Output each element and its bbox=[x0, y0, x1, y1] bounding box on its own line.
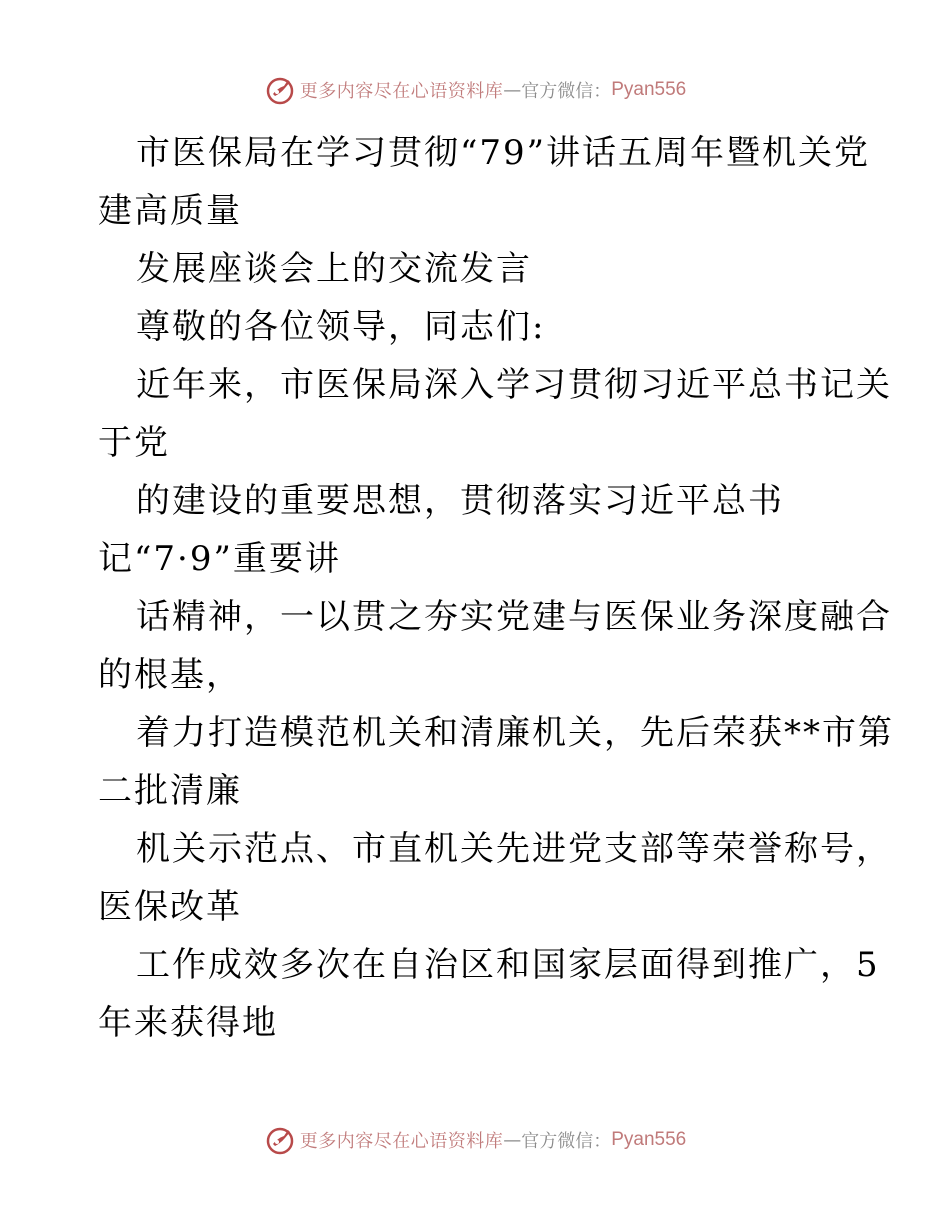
pen-logo-icon bbox=[264, 74, 296, 106]
watermark-main-text: 更多内容尽在心语资料库 bbox=[299, 81, 504, 102]
text-line: 着力打造模范机关和清廉机关，先后荣获**市第 bbox=[136, 713, 894, 753]
text-line: 发展座谈会上的交流发言 bbox=[136, 249, 532, 289]
watermark-dash: — bbox=[503, 1129, 522, 1151]
watermark-brand: Pyan556 bbox=[611, 1129, 687, 1150]
text-line: 机关示范点、市直机关先进党支部等荣誉称号， bbox=[136, 829, 892, 869]
text-line: 年来获得地 bbox=[98, 1003, 278, 1043]
text-line: 尊敬的各位领导，同志们: bbox=[136, 307, 546, 347]
watermark-brand: Pyan556 bbox=[611, 79, 687, 100]
watermark-official-label: 官方微信： bbox=[521, 81, 612, 102]
text-line: 医保改革 bbox=[98, 887, 242, 927]
text-line: 的建设的重要思想，贯彻落实习近平总书 bbox=[136, 481, 784, 521]
text-line: 市医保局在学习贯彻“79”讲话五周年暨机关党 bbox=[136, 133, 871, 173]
text-line: 的根基， bbox=[98, 655, 242, 695]
text-line: 工作成效多次在自治区和国家层面得到推广，5 bbox=[136, 945, 880, 985]
watermark-official-label: 官方微信： bbox=[521, 1131, 612, 1152]
document-body bbox=[98, 124, 894, 1052]
text-line: 记“7·9”重要讲 bbox=[98, 539, 341, 579]
footer-watermark bbox=[0, 1122, 950, 1158]
watermark-main-text: 更多内容尽在心语资料库 bbox=[299, 1131, 504, 1152]
text-line: 二批清廉 bbox=[98, 771, 242, 811]
text-line: 话精神，一以贯之夯实党建与医保业务深度融合 bbox=[136, 597, 892, 637]
watermark-dash: — bbox=[503, 79, 522, 101]
text-line: 于党 bbox=[98, 423, 170, 463]
pen-logo-icon bbox=[264, 1124, 296, 1156]
text-line: 近年来，市医保局深入学习贯彻习近平总书记关 bbox=[136, 365, 892, 405]
text-line: 建高质量 bbox=[98, 191, 242, 231]
header-watermark bbox=[0, 72, 950, 108]
